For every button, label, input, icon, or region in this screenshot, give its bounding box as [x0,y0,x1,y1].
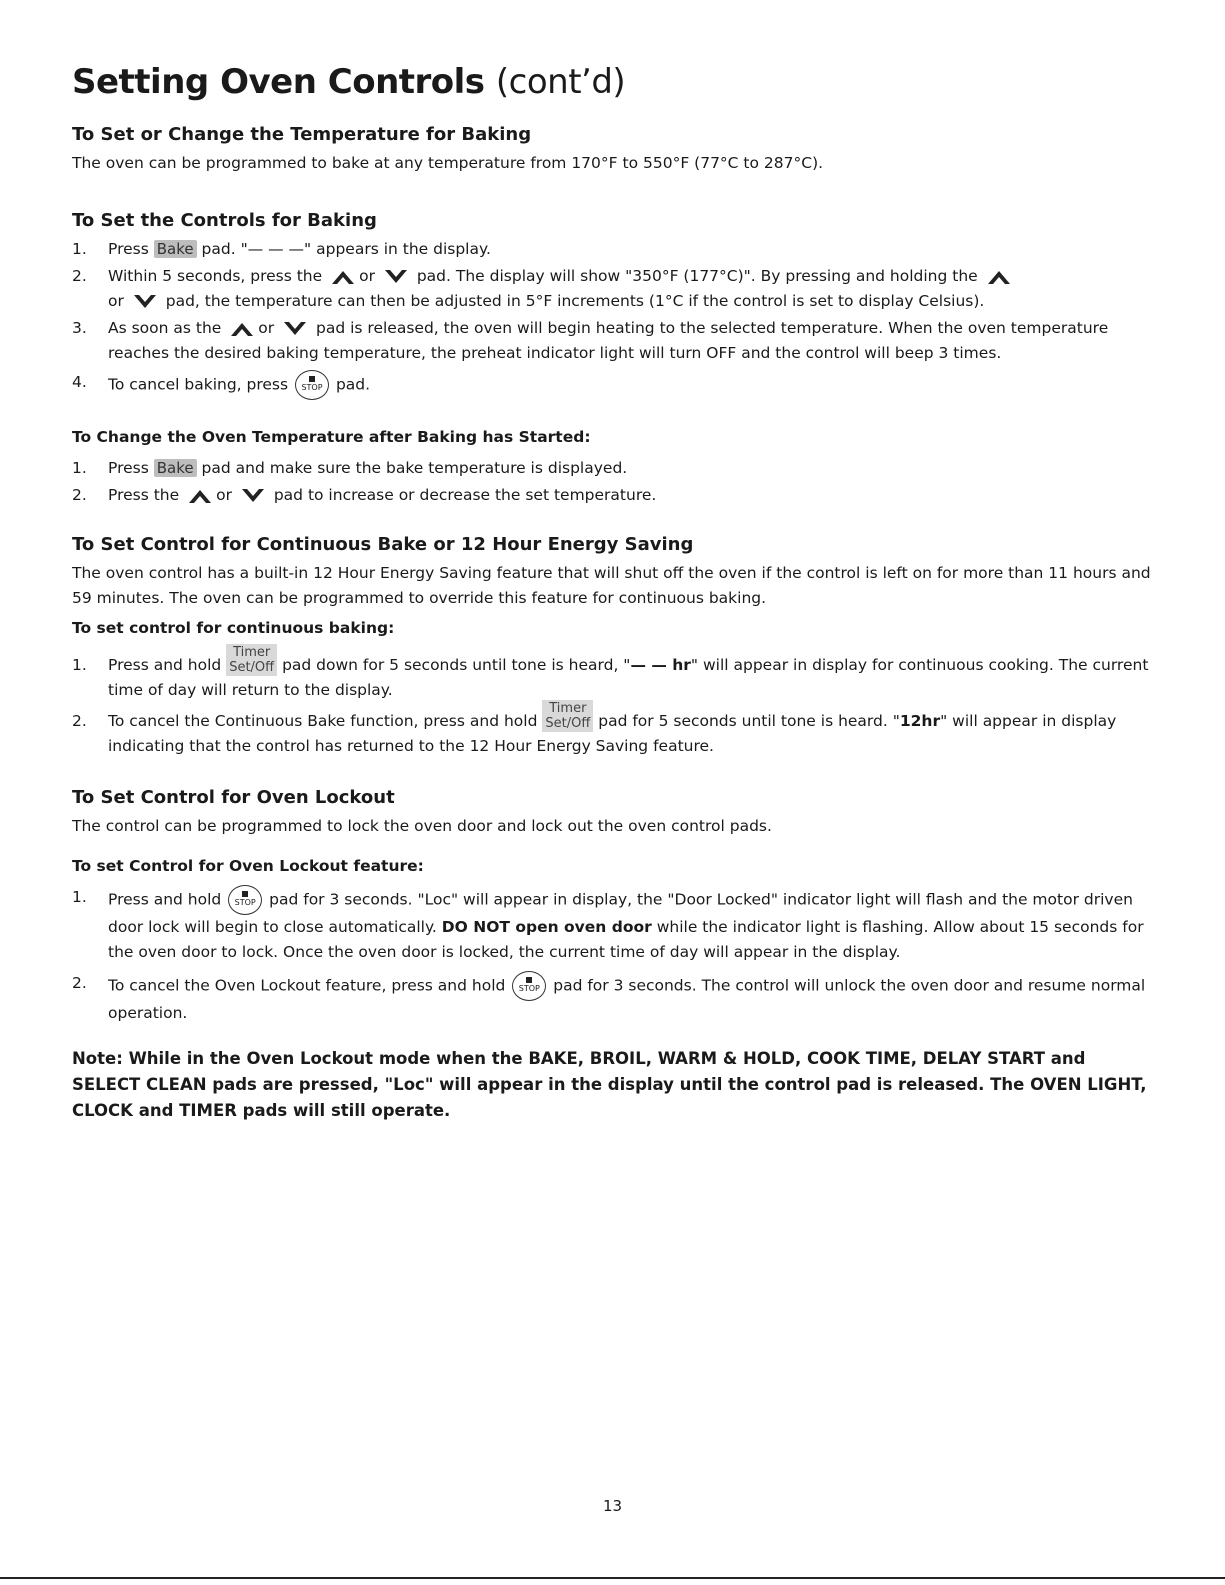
down-arrow-icon [133,294,157,310]
section-continuous-bake [72,534,1152,759]
item-text: pad is released, the oven will begin heating to the selected temperature. When the oven temperature reaches the desired baking temperature, the preheat indicator light will turn OFF and the control will beep 3 times. [108,319,1109,362]
section-heading: To Set Control for Oven Lockout [72,787,395,808]
item-text: pad for 3 seconds. The control will unlock the oven door and resume normal operation. [108,976,1146,1022]
item-text: pad. [335,375,371,394]
section-heading: To Set Control for Continuous Bake or 12 Hour Energy Saving [72,534,694,555]
item-number: 2. [72,486,87,504]
item-number: 1. [72,240,87,258]
item-number: 2. [72,712,87,730]
item-text: To cancel the Continuous Bake function, press and hold [108,712,538,730]
list-item [72,971,1152,1026]
item-number: 2. [72,974,87,992]
list-item [72,370,1152,400]
list-item [72,237,1152,262]
item-text: or [216,486,232,504]
up-arrow-icon [230,321,254,337]
item-text: Press the [108,486,180,504]
stop-label: STOP [301,383,323,392]
item-text: To cancel the Oven Lockout feature, press and hold [108,976,506,995]
item-text: pad. "— — —" appears in the display. [201,240,491,258]
item-text: pad down for 5 seconds until tone is heard, " [282,656,631,674]
item-text: Press and hold [108,890,222,909]
list-item [72,483,1152,508]
item-text: or [359,267,375,285]
list-item [72,885,1152,965]
item-number: 1. [72,888,87,906]
timer-setoff-pad-icon [542,700,593,732]
item-number: 1. [72,656,87,674]
item-text: Within 5 seconds, press the [108,267,323,285]
bake-pad-icon: Bake [154,459,197,477]
document-page [72,62,1152,1141]
down-arrow-icon [283,321,307,337]
item-text: pad and make sure the bake temperature is displayed. [201,459,628,477]
bake-pad-icon: Bake [154,240,197,258]
subsection-heading: To set control for continuous baking: [72,619,395,637]
timer-label: Timer [549,700,587,716]
item-text-bold: — — hr [630,656,691,674]
item-text: while the indicator light is flashing. Allow about 15 seconds for the oven door to lock. Once the oven door is locked, the current time of day will appear in the display. [108,918,1144,961]
section-oven-lockout [72,787,1152,1026]
section-text: The oven can be programmed to bake at any temperature from 170°F to 550°F (77°C to 287°C). [72,154,824,172]
stop-label: STOP [518,984,540,993]
timer-setoff-pad-icon [226,644,277,676]
item-text: To cancel baking, press [108,375,289,394]
list-item [72,700,1152,759]
instruction-list [72,237,1152,400]
stop-pad-icon [295,370,329,400]
stop-label: STOP [234,898,256,907]
stop-pad-icon [512,971,546,1001]
title-suffix: (cont’d) [495,62,626,102]
section-text: The oven control has a built-in 12 Hour Energy Saving feature that will shut off the oven if the control is left on for more than 11 hours and 59 minutes. The oven can be programmed to override this feature for continuous baking. [72,564,1151,607]
title-main: Setting Oven Controls [72,62,485,102]
item-text: Press and hold [108,656,222,674]
section-set-controls-baking [72,210,1152,400]
up-arrow-icon [331,269,355,285]
down-arrow-icon [384,269,408,285]
item-text: " will appear in display for continuous cooking. The current time of day will return to the display. [108,656,1149,699]
item-text-bold: DO NOT open oven door [441,918,652,936]
down-arrow-icon [241,488,265,504]
item-text: Press [108,240,149,258]
item-text: pad, the temperature can then be adjusted in 5°F increments (1°C if the control is set to display Celsius). [165,292,985,310]
section-heading: To Set the Controls for Baking [72,210,377,231]
instruction-list [72,456,1152,508]
subsection-heading: To set Control for Oven Lockout feature: [72,857,424,875]
page-number: 13 [602,1497,623,1515]
section-heading: To Set or Change the Temperature for Baking [72,124,532,145]
list-item [72,644,1152,703]
instruction-list [72,644,1152,759]
section-set-change-temperature [72,124,1152,176]
item-text: pad to increase or decrease the set temperature. [273,486,657,504]
item-number: 3. [72,319,87,337]
timer-label: Timer [233,644,271,660]
setoff-label: Set/Off [229,659,275,675]
lockout-note: Note: While in the Oven Lockout mode when the BAKE, BROIL, WARM & HOLD, COOK TIME, DELAY START and SELECT CLEAN pads are pressed, "Loc" will appear in the display until the control pad is released. The OVEN LIGHT, CLOCK and TIMER pads will still operate. [72,1049,1147,1120]
up-arrow-icon [188,488,212,504]
item-text: or [258,319,275,337]
item-number: 4. [72,373,87,391]
setoff-label: Set/Off [545,715,591,731]
bottom-divider [0,1577,1225,1579]
item-number: 2. [72,267,87,285]
instruction-list [72,885,1152,1026]
item-text: Press [108,459,149,477]
list-item [72,316,1152,366]
item-text: or [108,292,124,310]
stop-pad-icon [228,885,262,915]
list-item [72,456,1152,481]
up-arrow-icon [987,269,1011,285]
item-text: pad for 5 seconds until tone is heard. " [598,712,900,730]
section-text: The control can be programmed to lock the oven door and lock out the oven control pads. [72,817,772,835]
list-item [72,264,1152,314]
item-text: pad for 3 seconds. "Loc" will appear in display, the "Door Locked" indicator light will flash and the motor driven door lock will begin to close automatically. [108,890,1133,936]
item-text: pad. The display will show "350°F (177°C)". By pressing and holding the [416,267,978,285]
item-text: " will appear in display indicating that the control has returned to the 12 Hour Energy Saving feature. [108,712,1117,755]
page-title [72,62,1152,102]
item-number: 1. [72,459,87,477]
section-heading: To Change the Oven Temperature after Baking has Started: [72,428,591,446]
item-text-bold: 12hr [899,712,941,730]
item-text: As soon as the [108,319,222,337]
section-change-temperature-after-start [72,428,1152,508]
